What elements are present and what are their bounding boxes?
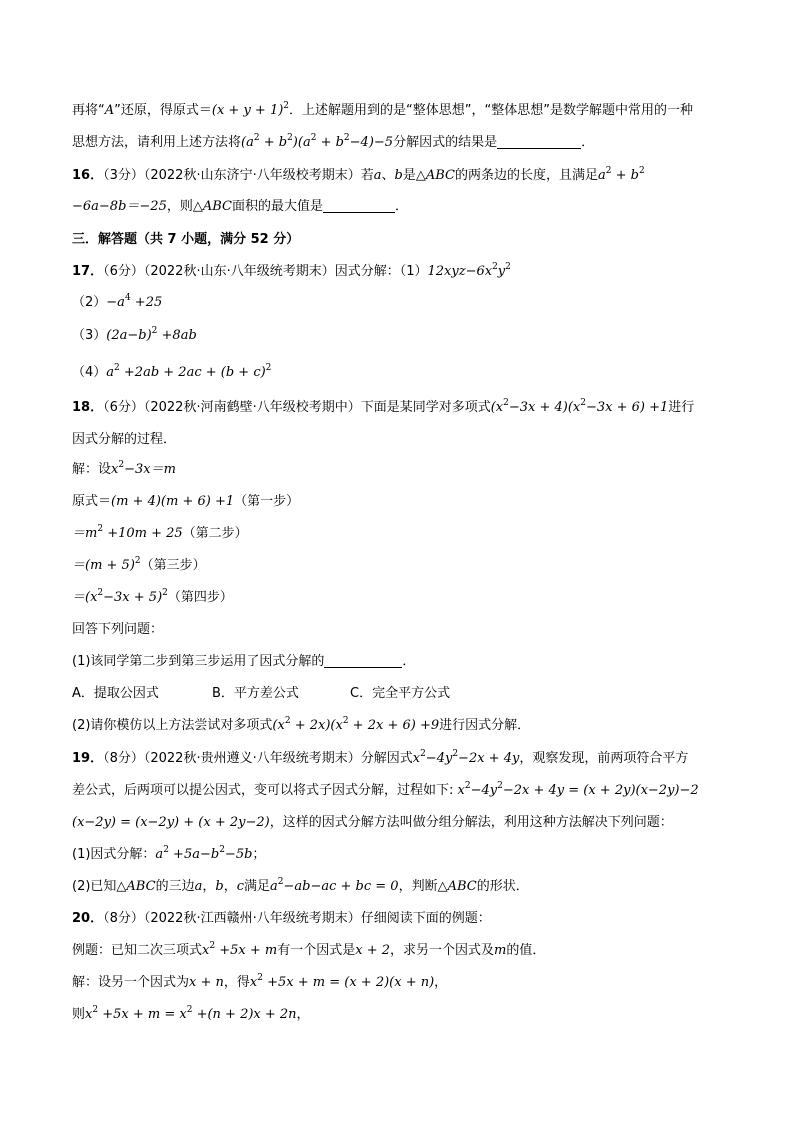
solution-step-2: $=m^2 +10m + 25$（第二步）: [72, 524, 248, 541]
question-prompt: 回答下列问题：: [72, 622, 164, 637]
text-line-1: 再将“A”还原，得原式$=(x + y + 1)^2$．上述解题用到的是“整体思想”，“整体思想”是数学解题中常用的一种: [72, 101, 693, 118]
question-16: 16．（3分）（2022秋·山东济宁·八年级校考期末）若a、b是△ABC的两条边的长度，且满足$a^2 + b^2$: [72, 166, 645, 183]
question-18-part-1: (1)该同学第二步到第三步运用了因式分解的 ．: [72, 654, 416, 669]
solution-step-3: $=(m + 5)^2$（第三步）: [72, 556, 206, 573]
question-18-options: [72, 684, 450, 704]
option-a[interactable]: A．提取公因式: [72, 686, 159, 701]
answer-blank[interactable]: [497, 134, 581, 149]
question-18-part-2: (2)请你模仿以上方法尝试对多项式$(x^2 + 2x)(x^2 + 2x + 6) +9$进行因式分解．: [72, 716, 531, 733]
question-17: 17．（6分）（2022秋·山东·八年级统考期末）因式分解：$(1)12xyz-6x^2y^2$: [72, 262, 511, 279]
question-17-part-3: $(3)(2a-b)^2 +8ab$: [72, 326, 197, 343]
question-20-solution-1: 解：设另一个因式为x + n，得$x^2 +5x + m = (x + 2)(x + n)$，: [72, 973, 448, 990]
question-18-cont: 因式分解的过程．: [72, 432, 177, 447]
option-b[interactable]: B．平方差公式: [212, 686, 299, 701]
answer-blank[interactable]: [323, 198, 395, 213]
question-20-example: 例题：已知二次三项式$x^2 +5x + m$有一个因式是x + 2，求另一个因式及m的值．: [72, 941, 546, 958]
question-19-cont-2: (x−2y) = (x−2y) + (x + 2y−2)，这样的因式分解方法叫做分组分解法，利用这种方法解决下列问题：: [72, 815, 673, 830]
question-20: 20．（8分）（2022秋·江西赣州·八年级统考期末）仔细阅读下面的例题：: [72, 911, 491, 926]
solution-step-0: 解：设$x^2-3x=m$: [72, 460, 176, 477]
solution-step-4: $=(x^2-3x + 5)^2$（第四步）: [72, 588, 233, 605]
question-17-part-2: $(2)-a^4 +25$: [72, 293, 163, 310]
question-19-cont-1: 差公式，后两项可以提公因式，变可以将式子因式分解，过程如下: $x^2-4y^2-2x + 4y = (x + 2y)(x-2y)-2$: [72, 781, 699, 798]
text-line-2: 思想方法，请利用上述方法将$(a^2 + b^2)(a^2 + b^2-4)-5$分解因式的结果是 ．: [72, 133, 595, 150]
solution-step-1: 原式＝(m + 4)(m + 6) +1（第一步）: [72, 494, 300, 509]
question-18: 18．（6分）（2022秋·河南鹤壁·八年级校考期中）下面是某同学对多项式$(x^2-3x + 4)(x^2-3x + 6) +1$进行: [72, 398, 695, 415]
question-19-part-2: (2)已知△ABC的三边a，b，c满足$a^2-ab-ac$ + bc = 0，判断△ABC的形状．: [72, 877, 529, 894]
question-16-cont: −6a−8b＝−25，则△ABC面积的最大值是 ．: [72, 199, 409, 214]
answer-blank[interactable]: [324, 653, 402, 668]
option-c[interactable]: C．完全平方公式: [350, 686, 451, 701]
question-19-part-1: (1)因式分解：$a^2 +5a-b^2-5b$；: [72, 845, 266, 862]
question-19: 19．（8分）（2022秋·贵州遵义·八年级统考期末）分解因式$x^2-4y^2-2x + 4y$，观察发现，前两项符合平方: [72, 749, 689, 766]
question-20-solution-2: 则$x^2 +5x + m = x^2 +(n + 2)x + 2n$，: [72, 1005, 310, 1022]
section-heading: 三．解答题（共 7 小题，满分 52 分）: [72, 232, 300, 247]
question-17-part-4: $(4)a^2 +2ab + 2ac + (b + c)^2$: [72, 363, 272, 380]
